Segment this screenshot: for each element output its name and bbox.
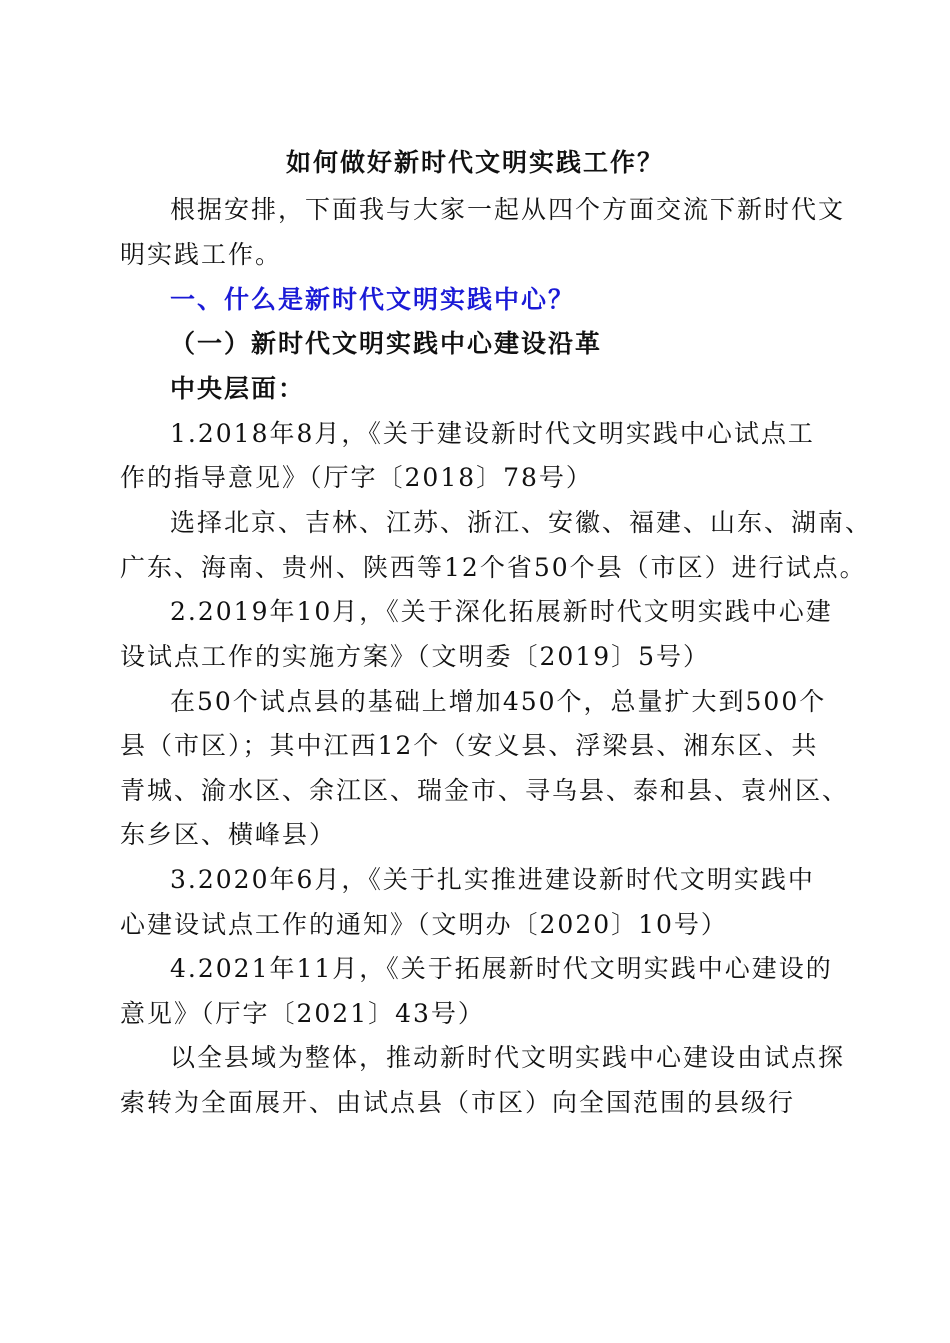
item-2-detail-1: 在50个试点县的基础上增加450个，总量扩大到500个 <box>170 687 827 716</box>
item-3-line-1: 3.2020年6月，《关于扎实推进建设新时代文明实践中 <box>170 865 815 894</box>
item-1-line-2: 作的指导意见》（厅字〔2018〕78号） <box>120 463 593 492</box>
item-4-line-2: 意见》（厅字〔2021〕43号） <box>120 999 485 1028</box>
item-2-line-1: 2.2019年10月，《关于深化拓展新时代文明实践中心建 <box>170 597 833 626</box>
intro-line-1: 根据安排，下面我与大家一起从四个方面交流下新时代文 <box>170 195 846 224</box>
item-2-detail-3: 青城、渝水区、余江区、瑞金市、寻乌县、泰和县、袁州区、 <box>120 776 850 805</box>
central-level-label: 中央层面： <box>170 374 306 403</box>
document-title: 如何做好新时代文明实践工作？ <box>285 148 664 177</box>
intro-line-2: 明实践工作。 <box>120 240 283 269</box>
item-4-line-1: 4.2021年11月，《关于拓展新时代文明实践中心建设的 <box>170 954 833 983</box>
section-heading: 一、什么是新时代文明实践中心？ <box>170 285 576 314</box>
item-2-detail-4: 东乡区、横峰县） <box>120 820 337 849</box>
item-1-detail-1: 选择北京、吉林、江苏、浙江、安徽、福建、山东、湖南、 <box>170 508 873 537</box>
item-1-line-1: 1.2018年8月，《关于建设新时代文明实践中心试点工 <box>170 419 815 448</box>
item-3-line-2: 心建设试点工作的通知》（文明办〔2020〕10号） <box>120 910 728 939</box>
item-1-detail-2: 广东、海南、贵州、陕西等12个省50个县（市区）进行试点。 <box>120 553 867 582</box>
item-2-line-2: 设试点工作的实施方案》（文明委〔2019〕5号） <box>120 642 711 671</box>
subsection-heading: （一）新时代文明实践中心建设沿革 <box>170 329 603 358</box>
item-4-detail-2: 索转为全面展开、由试点县（市区）向全国范围的县级行 <box>120 1088 796 1117</box>
item-4-detail-1: 以全县域为整体，推动新时代文明实践中心建设由试点探 <box>170 1043 846 1072</box>
item-2-detail-2: 县（市区）；其中江西12个（安义县、浮梁县、湘东区、共 <box>120 731 819 760</box>
